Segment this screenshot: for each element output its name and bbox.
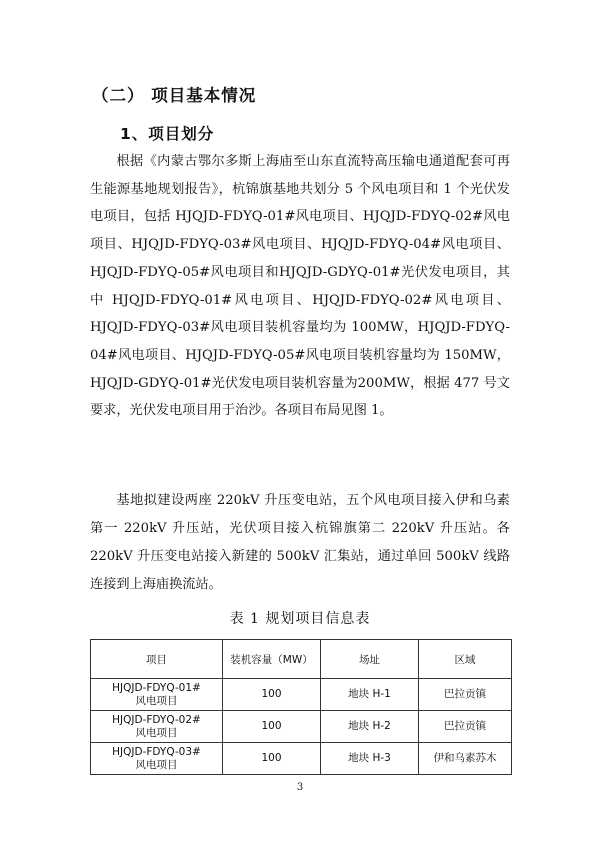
cell-region: 巴拉贡镇: [419, 711, 512, 743]
page-number: 3: [296, 782, 304, 793]
project-type: 风电项目: [135, 726, 178, 739]
project-type: 风电项目: [135, 694, 178, 707]
project-code: HJQJD-FDYQ-02#: [112, 713, 201, 726]
header-capacity: 装机容量（MW）: [223, 640, 321, 679]
header-region: 区域: [419, 640, 512, 679]
cell-region: 伊和乌素苏木: [419, 743, 512, 775]
table-caption: 表 1 规划项目信息表: [229, 611, 371, 627]
table-header-row: [91, 640, 512, 679]
cell-site: 地块 H-2: [321, 711, 419, 743]
cell-capacity: 100: [223, 711, 321, 743]
header-site: 场址: [321, 640, 419, 679]
table-row: [91, 679, 512, 711]
table-row: [91, 711, 512, 743]
project-code: HJQJD-FDYQ-03#: [112, 745, 201, 758]
project-code: HJQJD-FDYQ-01#: [112, 681, 201, 694]
cell-project: [91, 711, 223, 743]
paragraph-project-division: 根据《内蒙古鄂尔多斯上海庙至山东直流特高压输电通道配套可再生能源基地规划报告》，杭锦旗基地共划分 5 个风电项目和 1 个光伏发电项目，包括 HJQJD-FDYQ-01#风电项目、HJQJD-FDYQ-02#风电项目、HJQJD-FDYQ-03#风电项目、HJQJD-FDYQ-04#风电项目、HJQJD-FDYQ-05#风电项目和HJQJD-GDYQ-01#光伏发电项目，其中 HJQJD-FDYQ-01#风电项目、HJQJD-FDYQ-02#风电项目、HJQJD-FDYQ-03#风电项目装机容量均为 100MW，HJQJD-FDYQ-04#风电项目、HJQJD-FDYQ-05#风电项目装机容量均为 150MW，HJQJD-GDYQ-01#光伏发电项目装机容量为200MW，根据 477 号文要求，光伏发电项目用于治沙。各项目布局见图 1。: [90, 154, 510, 419]
header-project: 项目: [91, 640, 223, 679]
paragraph-substations: 基地拟建设两座 220kV 升压变电站，五个风电项目接入伊和乌素第一 220kV 升压站，光伏项目接入杭锦旗第二 220kV 升压站。各 220kV 升压变电站接入新建的 500kV 汇集站，通过单回 500kV 线路连接到上海庙换流站。: [90, 493, 510, 592]
cell-project: [91, 743, 223, 775]
cell-project: [91, 679, 223, 711]
cell-capacity: 100: [223, 743, 321, 775]
cell-capacity: 100: [223, 679, 321, 711]
subsection-heading: 1、项目划分: [120, 125, 215, 143]
project-info-table: [90, 639, 512, 775]
cell-site: 地块 H-3: [321, 743, 419, 775]
cell-site: 地块 H-1: [321, 679, 419, 711]
cell-region: 巴拉贡镇: [419, 679, 512, 711]
project-type: 风电项目: [135, 758, 178, 771]
section-heading: （二） 项目基本情况: [92, 86, 257, 105]
table-row: [91, 743, 512, 775]
